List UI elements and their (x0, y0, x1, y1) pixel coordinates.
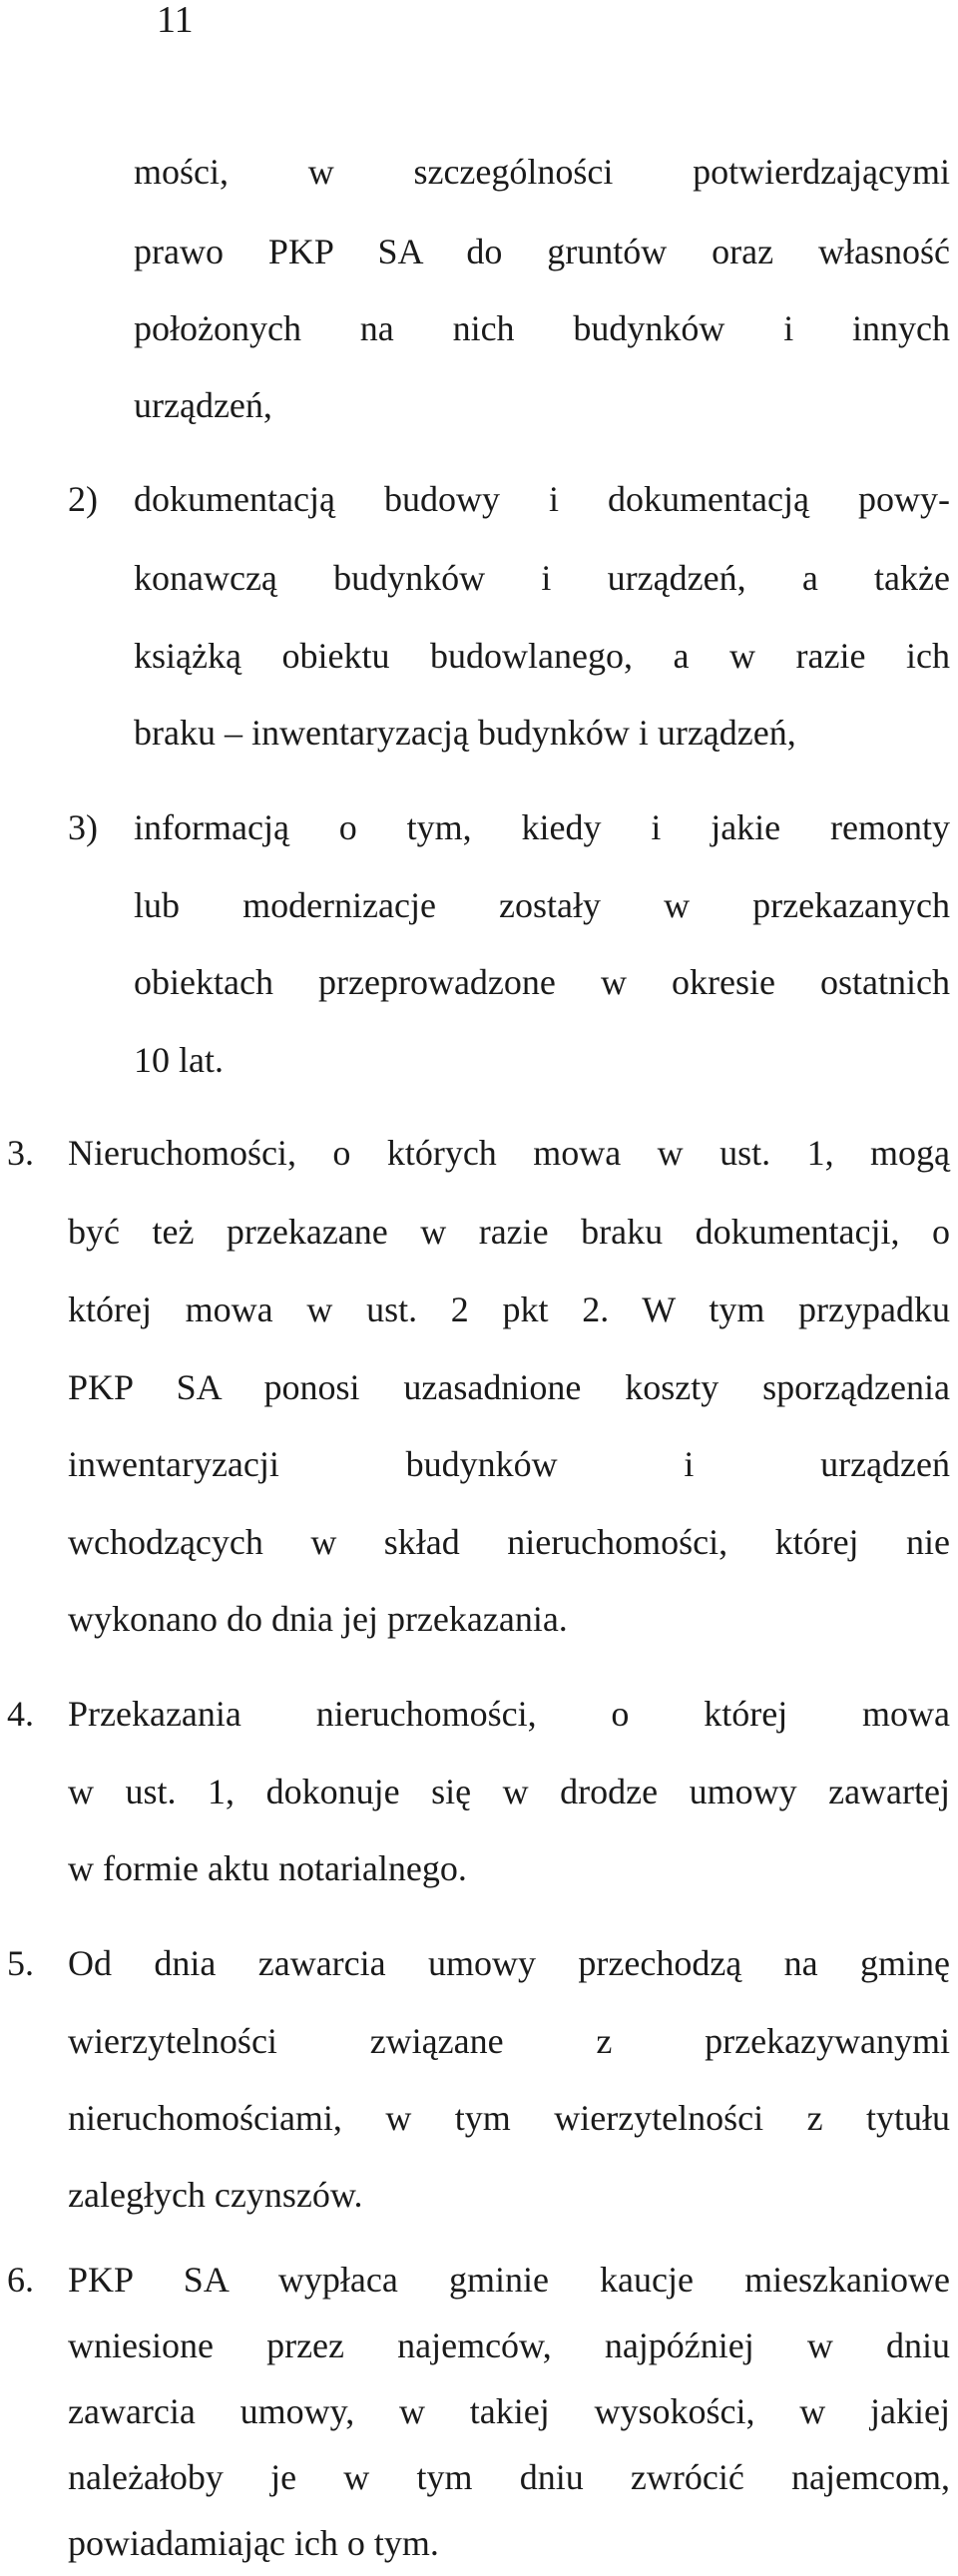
para6-line-2: wniesione przez najemców, najpóźniej w dniu (68, 2325, 950, 2365)
item2-line-4: braku – inwentaryzacją budynków i urządzeń, (134, 713, 796, 753)
item3-number: 3) (68, 807, 98, 847)
para4-line-3: w formie aktu notarialnego. (68, 1848, 467, 1888)
para5-line-4: zaległych czynszów. (68, 2175, 363, 2215)
item1-line-2: prawo PKP SA do gruntów oraz własność (134, 232, 950, 271)
item2-line-3: książką obiektu budowlanego, a w razie ich (134, 636, 950, 676)
para6-number: 6. (7, 2260, 34, 2300)
item3-line-2: lub modernizacje zostały w przekazanych (134, 885, 950, 925)
para4-number: 4. (7, 1694, 34, 1734)
para3-line-1: Nieruchomości, o których mowa w ust. 1, mogą (68, 1133, 950, 1173)
para6-line-5: powiadamiając ich o tym. (68, 2523, 439, 2563)
item3-line-1: informacją o tym, kiedy i jakie remonty (134, 807, 950, 847)
para6-line-3: zawarcia umowy, w takiej wysokości, w jakiej (68, 2391, 950, 2431)
para3-line-3: której mowa w ust. 2 pkt 2. W tym przypadku (68, 1289, 950, 1329)
para3-line-7: wykonano do dnia jej przekazania. (68, 1599, 568, 1639)
para4-line-2: w ust. 1, dokonuje się w drodze umowy zawartej (68, 1772, 950, 1811)
item2-line-2: konawczą budynków i urządzeń, a także (134, 558, 950, 598)
para3-number: 3. (7, 1133, 34, 1173)
item3-line-3: obiektach przeprowadzone w okresie ostatnich (134, 962, 950, 1002)
item1-line-1: mości, w szczególności potwierdzającymi (134, 152, 950, 192)
para5-line-3: nieruchomościami, w tym wierzytelności z tytułu (68, 2098, 950, 2138)
item2-line-1: dokumentacją budowy i dokumentacją powy- (134, 479, 950, 519)
item2-number: 2) (68, 479, 98, 519)
para3-line-2: być też przekazane w razie braku dokumentacji, o (68, 1212, 950, 1252)
item1-line-4: urządzeń, (134, 385, 272, 425)
para5-number: 5. (7, 1943, 34, 1983)
item1-line-3: położonych na nich budynków i innych (134, 308, 950, 348)
para3-line-6: wchodzących w skład nieruchomości, której nie (68, 1522, 950, 1562)
page-number: 11 (157, 0, 194, 41)
para6-line-1: PKP SA wypłaca gminie kaucje mieszkaniowe (68, 2260, 950, 2300)
para3-line-5: inwentaryzacji budynków i urządzeń (68, 1444, 950, 1484)
item3-line-4: 10 lat. (134, 1040, 224, 1080)
para4-line-1: Przekazania nieruchomości, o której mowa (68, 1694, 950, 1734)
para6-line-4: należałoby je w tym dniu zwrócić najemcom, (68, 2457, 950, 2497)
para5-line-1: Od dnia zawarcia umowy przechodzą na gminę (68, 1943, 950, 1983)
para5-line-2: wierzytelności związane z przekazywanymi (68, 2021, 950, 2061)
para3-line-4: PKP SA ponosi uzasadnione koszty sporządzenia (68, 1367, 950, 1407)
